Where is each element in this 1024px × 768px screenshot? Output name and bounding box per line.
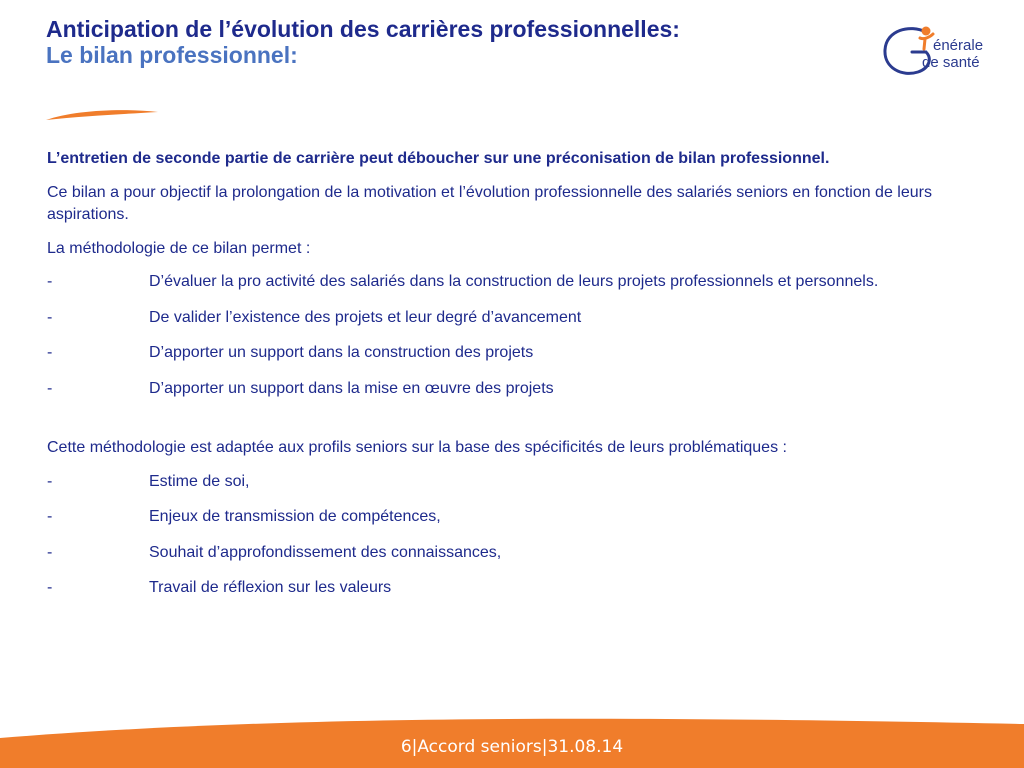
- list-item: [47, 342, 982, 365]
- bullet-dash: -: [47, 579, 53, 596]
- logo-figure-head-icon: [922, 27, 931, 36]
- orange-swoosh-divider: [44, 108, 160, 124]
- intro-paragraph: L’entretien de seconde partie de carrière peut déboucher sur une préconisation de bilan professionnel.: [47, 150, 830, 167]
- list-item-text: Travail de réflexion sur les valeurs: [149, 579, 392, 596]
- list-item-text: D’apporter un support dans la mise en œuvre des projets: [149, 379, 554, 397]
- list-item-text: D’évaluer la pro activité des salariés dans la construction de leurs projets professionnels et personnels.: [149, 273, 879, 290]
- list-item-text: Estime de soi,: [149, 472, 250, 490]
- list-item: [47, 271, 982, 294]
- list-item: [47, 471, 982, 494]
- list-item: [47, 542, 982, 565]
- list-item-text: D’apporter un support dans la construction des projets: [149, 344, 534, 361]
- list-item-text: Souhait d’approfondissement des connaissances,: [149, 543, 502, 561]
- list-item: [47, 378, 982, 401]
- bullet-dash: -: [47, 344, 53, 361]
- bullet-dash: -: [47, 379, 53, 397]
- list-item: [47, 307, 982, 330]
- list-item-text: De valider l’existence des projets et leur degré d’avancement: [149, 308, 582, 326]
- section-spacer: [47, 413, 982, 437]
- bullet-dash: -: [47, 472, 53, 490]
- method-intro: La méthodologie de ce bilan permet :: [47, 239, 311, 257]
- title-main: Anticipation de l’évolution des carrières professionnelles:: [46, 16, 680, 42]
- bullet-dash: -: [47, 273, 53, 290]
- list-item: [47, 506, 982, 529]
- bullet-dash: -: [47, 543, 53, 561]
- adapted-intro: Cette méthodologie est adaptée aux profils seniors sur la base des spécificités de leurs problématiques :: [47, 439, 787, 456]
- bullet-dash: -: [47, 308, 53, 326]
- slide-body: [47, 148, 982, 613]
- list-item: [47, 577, 982, 600]
- generale-de-sante-logo: [880, 22, 1000, 82]
- title-subtitle: Le bilan professionnel:: [46, 42, 298, 68]
- logo-text-generale: énérale: [933, 37, 984, 54]
- slide-title: [46, 16, 866, 68]
- list-item-text: Enjeux de transmission de compétences,: [149, 508, 441, 525]
- logo-text-de-sante: de santé: [922, 54, 980, 71]
- bullet-dash: -: [47, 508, 53, 525]
- objective-paragraph: Ce bilan a pour objectif la prolongation de la motivation et l’évolution professionnelle des salariés seniors en fonction de leurs aspirations.: [47, 183, 932, 223]
- footer-slide-info: 6|Accord seniors|31.08.14: [400, 737, 624, 757]
